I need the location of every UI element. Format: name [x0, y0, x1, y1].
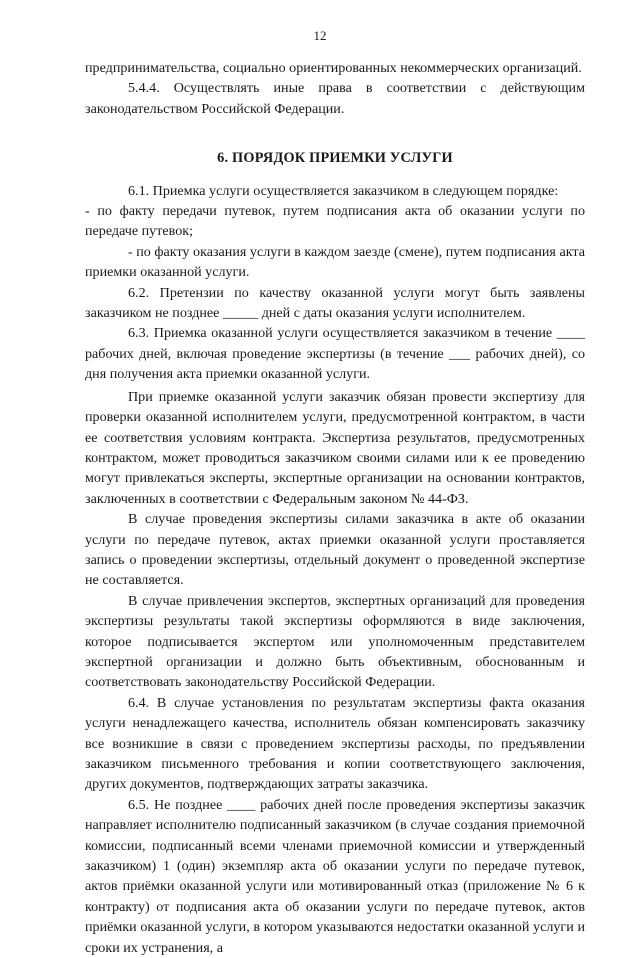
document-body — [85, 58, 585, 958]
paragraph-6-1: 6.1. Приемка услуги осуществляется заказчиком в следующем порядке: — [128, 182, 559, 199]
paragraph-6-4: 6.4. В случае установления по результатам экспертизы факта оказания услуги ненадлежащего качества, исполнитель обязан компенсировать заказчику все возникшие в связи с проведением экспертизы расходы, по предъявлении заказчиком письменного требования и копии соответствующего заключения, других документов, подтверждающих затраты заказчика. — [85, 694, 585, 793]
paragraph-expertise-2: В случае проведения экспертизы силами заказчика в акте об оказании услуги по передаче путевок, актах приемки оказанной услуги проставляется запись о проведении экспертизы, отдельный документ о проведенной экспертизе не составляется. — [85, 511, 585, 589]
section-title: 6. ПОРЯДОК ПРИЕМКИ УСЛУГИ — [217, 150, 453, 167]
paragraph-6-1-item-b: - по факту оказания услуги в каждом заезде (смене), путем подписания акта приемки оказанной услуги. — [85, 243, 585, 281]
paragraph-6-3: 6.3. Приемка оказанной услуги осуществляется заказчиком в течение ____ рабочих дней, включая проведение экспертизы (в течение ___ рабочих дней), со дня получения акта приемки оказанной услуги. — [85, 325, 585, 383]
paragraph-top-continuation: предпринимательства, социально ориентированных некоммерческих организаций. — [85, 60, 582, 76]
paragraph-6-1-item-a: - по факту передачи путевок, путем подписания акта об оказании услуги по передаче путевок; — [85, 203, 585, 240]
paragraph-6-2: 6.2. Претензии по качеству оказанной услуги могут быть заявлены заказчиком не позднее _____ дней с даты оказания услуги исполнителем. — [85, 284, 585, 322]
paragraph-expertise-3: В случае привлечения экспертов, экспертных организаций для проведения экспертизы результаты такой экспертизы оформляются в виде заключения, которое подписывается экспертом или уполномоченным представителем экспертной организации и должно быть объективным, обоснованным и соответствовать законодательству Российской Федерации. — [85, 592, 585, 691]
paragraph-expertise-1: При приемке оказанной услуги заказчик обязан провести экспертизу для проверки оказанной исполнителем услуги, предусмотренной контрактом, в части ее соответствия условиям контракта. Экспертиза результатов, предусмотренных контрактом, может проводиться заказчиком своими силами или к ее проведению могут привлекаться эксперты, экспертные организации на основании контрактов, заключенных в соответствии с Федеральным законом № 44-ФЗ. — [85, 388, 585, 507]
page-number: 12 — [313, 28, 327, 43]
paragraph-5-4-4: 5.4.4. Осуществлять иные права в соответствии с действующим законодательством Российской Федерации. — [85, 80, 585, 117]
paragraph-6-5: 6.5. Не позднее ____ рабочих дней после проведения экспертизы заказчик направляет исполнителю подписанный заказчиком (в случае создания приемочной комиссии, подписанный всеми членами приемочной комиссии и утвержденный заказчиком) 1 (один) экземпляр акта об оказании услуги по передаче путевок, актов приёмки оказанной услуги или мотивированный отказ (приложение № 6 к контракту) от подписания акта об оказании услуги по передаче путевок, актов приёмки оказанной услуги, в котором указываются недостатки оказанной услуги и сроки их устранения, а — [85, 796, 585, 956]
